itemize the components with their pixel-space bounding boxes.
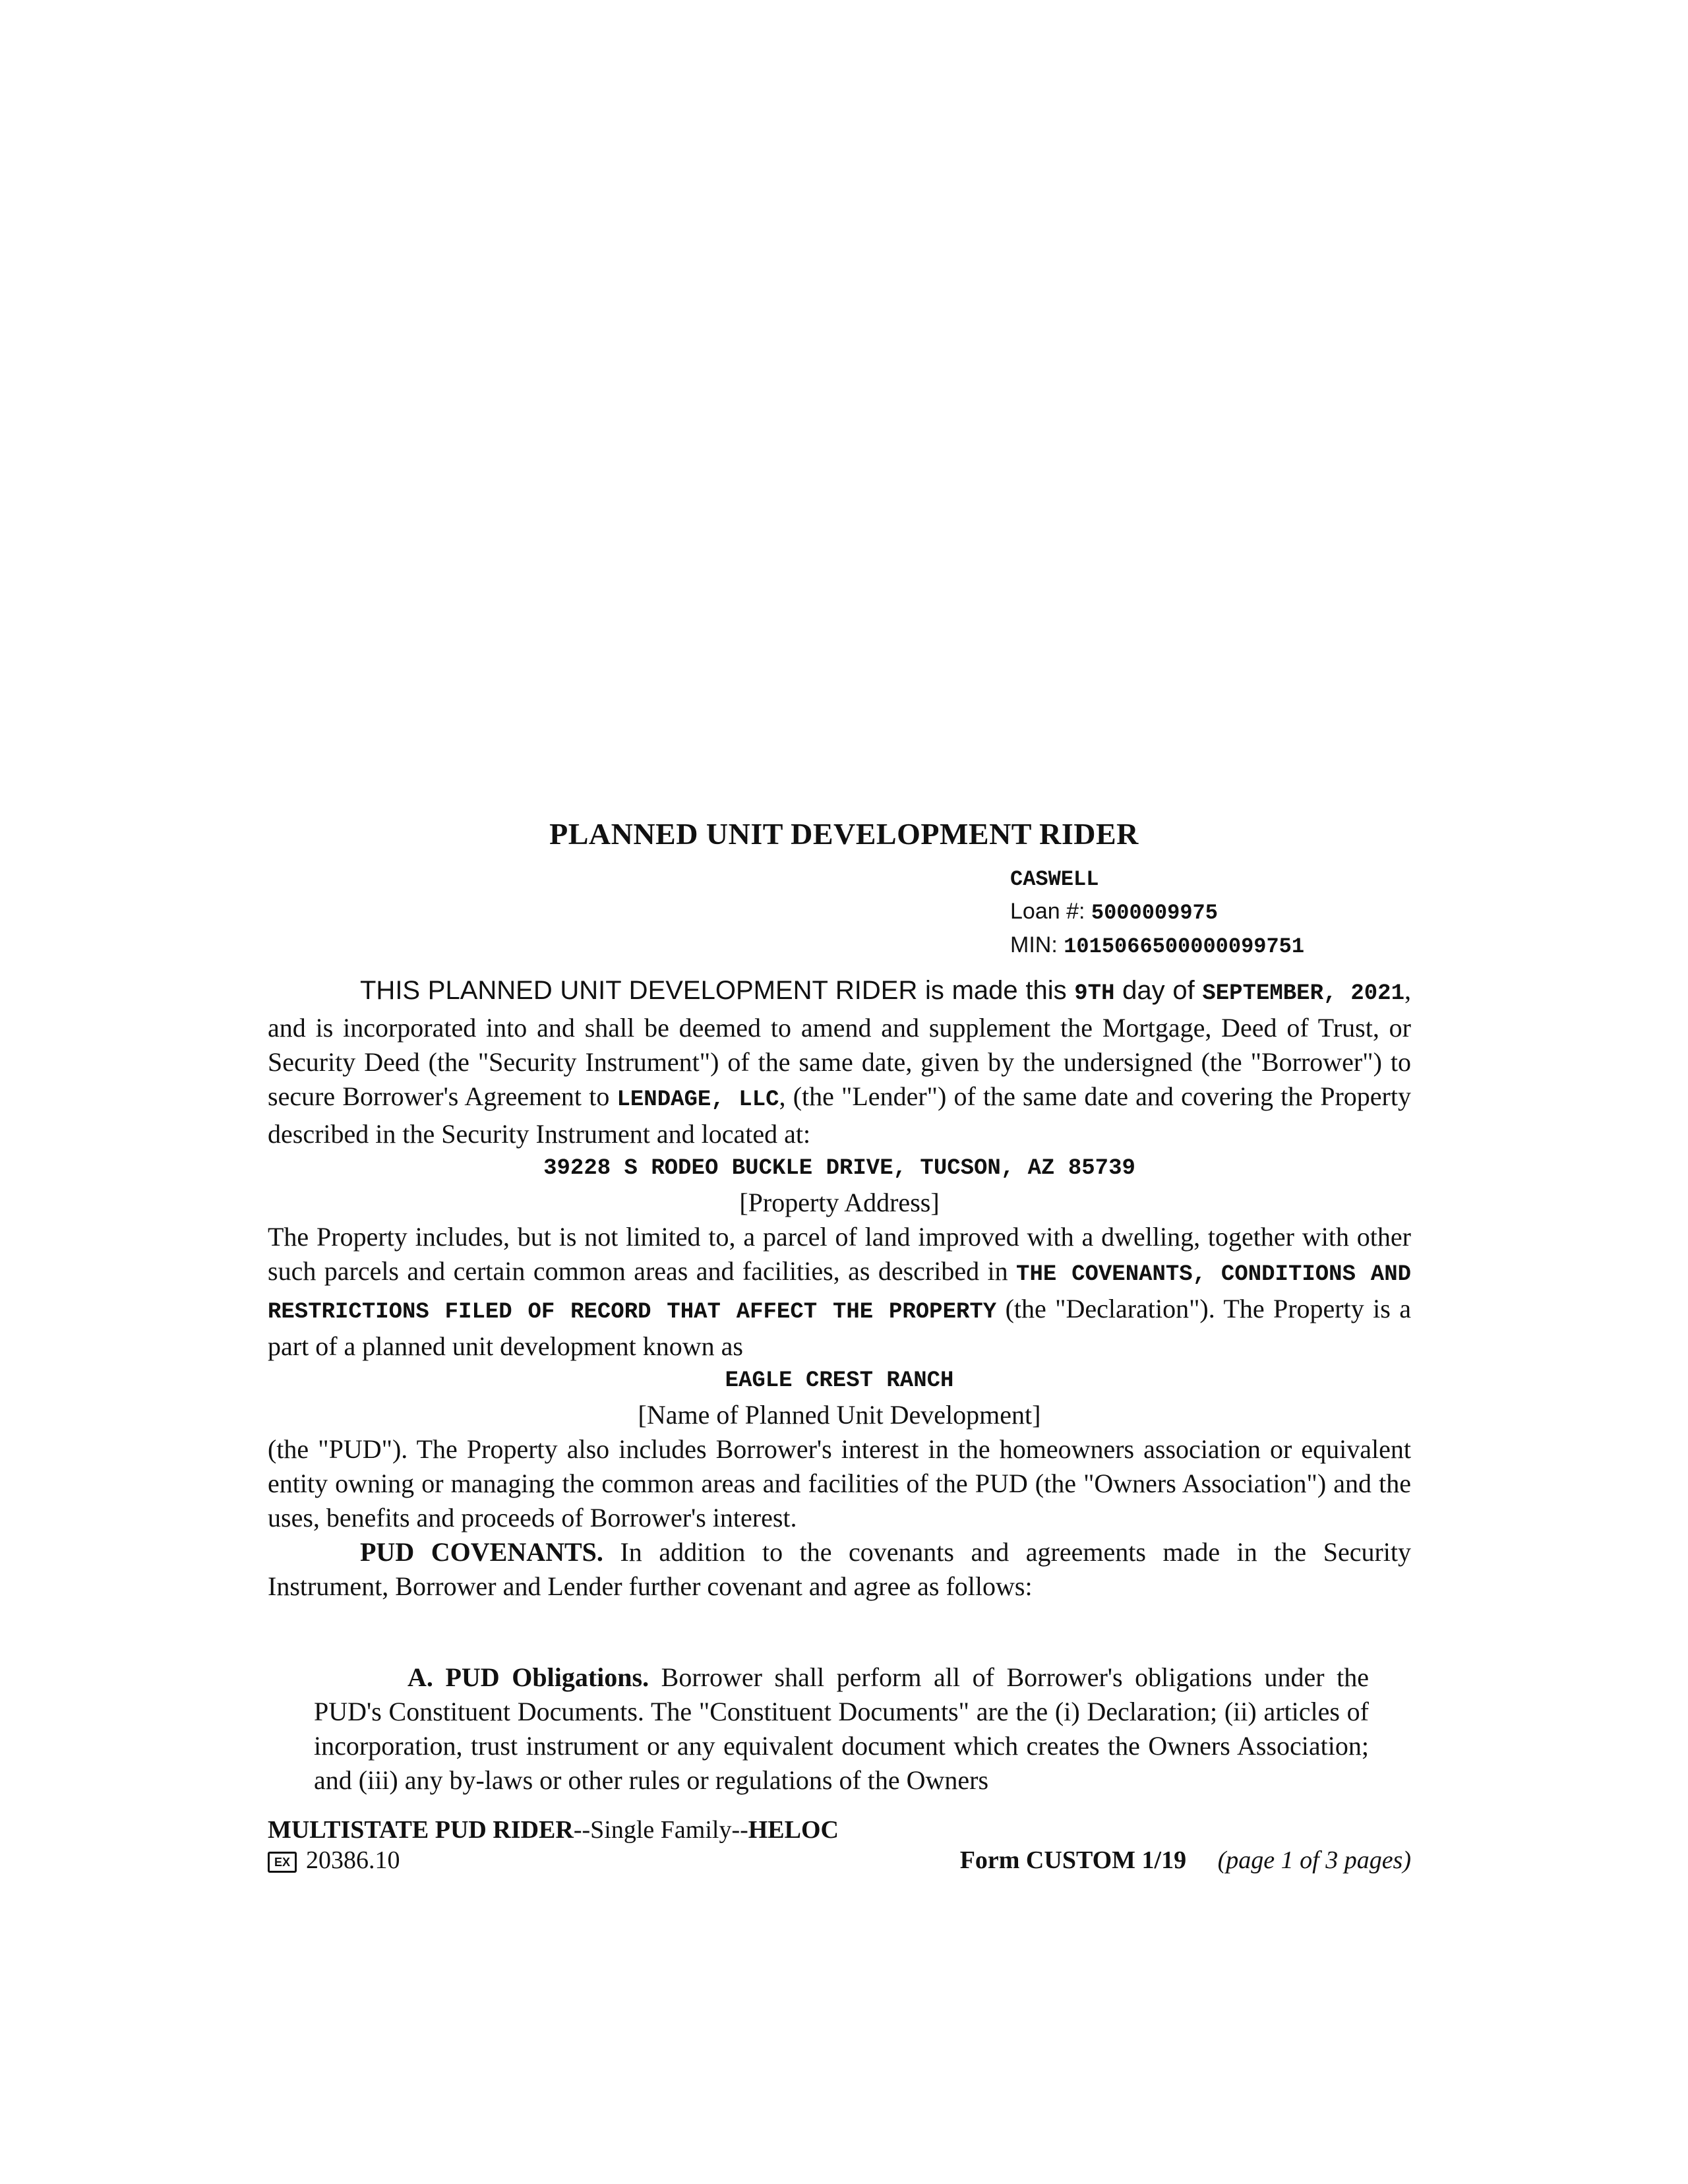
- pud-name-label: [Name of Planned Unit Development]: [638, 1400, 1041, 1430]
- form-code: 20386.10: [306, 1846, 400, 1874]
- form-id: Form CUSTOM 1/19: [959, 1846, 1187, 1874]
- property-paragraph: [268, 1220, 1411, 1364]
- section-a-heading: A. PUD Obligations.: [407, 1662, 649, 1692]
- declaration-source: THE COVENANTS, CONDITIONS AND RESTRICTIONS FILED OF RECORD THAT AFFECT THE PROPERTY: [268, 1262, 1411, 1325]
- section-a: [314, 1660, 1369, 1798]
- ex-form-icon: EX: [268, 1852, 297, 1873]
- footer-right: [960, 1845, 1411, 1875]
- property-text-2: (the "Declaration"). The Property is a part of a planned unit development known as: [268, 1294, 1411, 1361]
- footer-form-title: [268, 1815, 1411, 1845]
- footer-title-bold2: HELOC: [748, 1816, 839, 1844]
- footer-title-bold: MULTISTATE PUD RIDER: [268, 1816, 574, 1844]
- section-a-text: Borrower shall perform all of Borrower's obligations under the PUD's Constituent Documents. The "Constituent Documents" are the (i) Declaration; (ii) articles of incorporation, trust instrument or any equivalent document which creates the Owners Association; and (iii) any by-laws or other rules or regulations of the Owners: [314, 1662, 1369, 1795]
- borrower-name: CASWELL: [1010, 867, 1099, 892]
- rider-day: 9TH: [1074, 981, 1115, 1006]
- covenants-text: In addition to the covenants and agreements made in the Security Instrument, Borrower and Lender further covenant and agree as follows:: [268, 1537, 1411, 1601]
- footer-row: [268, 1845, 1411, 1875]
- loan-label: Loan #:: [1010, 899, 1091, 924]
- min-line: [1010, 929, 1304, 963]
- intro-text-3: , and is incorporated into and shall be deemed to amend and supplement the Mortgage, Deed of Trust, or Security Deed (the "Security Instrument") of the same date, given by the undersigned (the "Borrower") to secure Borrower's Agreement to: [268, 975, 1411, 1111]
- lender-name: LENDAGE, LLC: [617, 1087, 779, 1112]
- pud-paragraph: (the "PUD"). The Property also includes Borrower's interest in the homeowners association or equivalent entity owning or managing the common areas and facilities of the PUD (the "Owners Association") and the uses, benefits and proceeds of Borrower's interest.: [268, 1434, 1411, 1532]
- intro-text-4: , (the "Lender") of the same date and covering the Property described in the Security Instrument and located at:: [268, 1081, 1411, 1149]
- loan-number-line: [1010, 895, 1304, 929]
- covenants-paragraph: [268, 1535, 1411, 1604]
- pud-name: EAGLE CREST RANCH: [725, 1368, 954, 1393]
- property-address-label: [Property Address]: [739, 1188, 940, 1217]
- intro-paragraph: [268, 973, 1411, 1151]
- covenants-heading: PUD COVENANTS.: [360, 1537, 603, 1567]
- property-text-1: The Property includes, but is not limited to, a parcel of land improved with a dwelling, together with other such parcels and certain common areas and facilities, as described in: [268, 1222, 1411, 1286]
- min-number: 1015066500000099751: [1064, 934, 1305, 959]
- footer-left: [268, 1845, 400, 1875]
- intro-text-2: day of: [1114, 976, 1203, 1005]
- footer-title-mid: --Single Family--: [573, 1816, 748, 1844]
- min-label: MIN:: [1010, 932, 1064, 957]
- intro-text-1: THIS PLANNED UNIT DEVELOPMENT RIDER is made this: [360, 976, 1075, 1005]
- document-body: [268, 973, 1411, 1604]
- page-footer: [268, 1815, 1411, 1875]
- property-address: 39228 S RODEO BUCKLE DRIVE, TUCSON, AZ 85739: [543, 1156, 1135, 1181]
- section-a-paragraph: [314, 1660, 1369, 1798]
- document-title: PLANNED UNIT DEVELOPMENT RIDER: [549, 817, 1139, 851]
- loan-number: 5000009975: [1091, 901, 1218, 925]
- loan-id-block: [1010, 864, 1304, 963]
- rider-month-year: SEPTEMBER, 2021: [1202, 981, 1404, 1006]
- page-info: (page 1 of 3 pages): [1217, 1846, 1411, 1874]
